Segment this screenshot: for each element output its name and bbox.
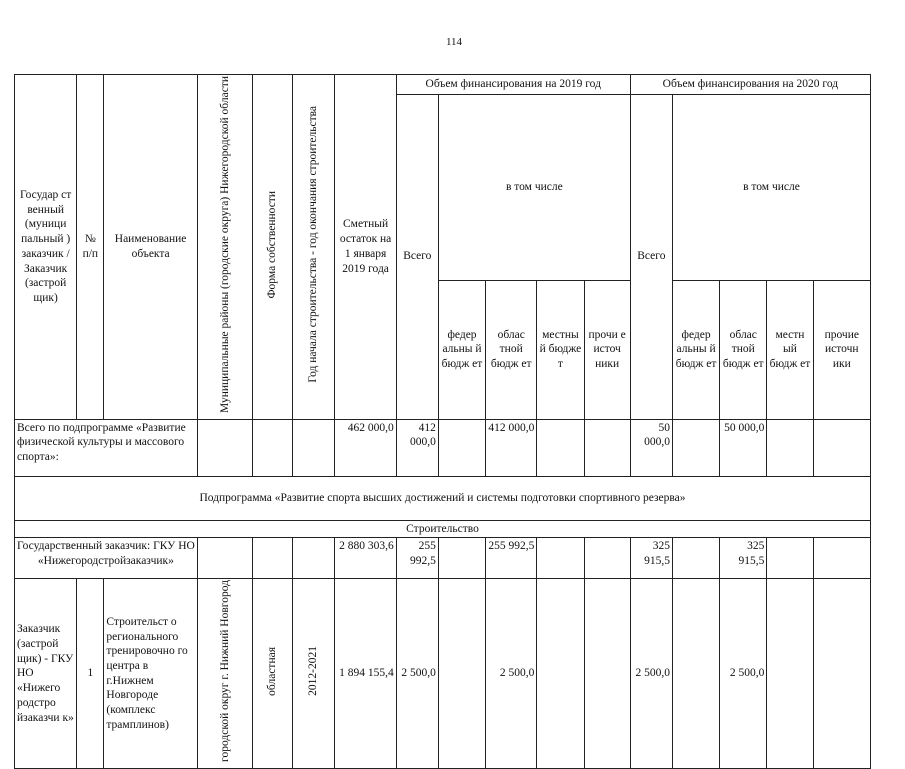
cell-empty <box>767 538 813 579</box>
state-customer-total-2019: 255 992,5 <box>396 538 438 579</box>
object-estimate: 1 894 155,4 <box>335 579 396 769</box>
header-including-2019: в том числе <box>438 95 630 281</box>
object-years-cell <box>293 579 335 769</box>
header-financing-2020: Объем финансирования на 2020 год <box>630 75 870 95</box>
header-local-2020: местн ый бюдж ет <box>767 280 813 419</box>
cell-empty <box>293 538 335 579</box>
header-customer: Государ ст венный (муници пальный ) заказчик / Заказчик (застрой щик) <box>15 75 77 420</box>
object-regional-2020: 2 500,0 <box>720 579 767 769</box>
state-customer-regional-2019: 255 992,5 <box>486 538 537 579</box>
subprogram-regional-2019: 412 000,0 <box>486 419 537 476</box>
header-financing-2019: Объем финансирования на 2019 год <box>396 75 630 95</box>
header-other-2019: прочи е источ ники <box>584 280 630 419</box>
header-total-2019: Всего <box>396 95 438 420</box>
subprogram-total-2019: 412 000,0 <box>396 419 438 476</box>
cell-empty <box>438 419 485 476</box>
subprogram-title: Подпрограмма «Развитие спорта высших достижений и системы подготовки спортивного резерва» <box>15 476 871 520</box>
object-municipal: городской округ г. Нижний Новгород <box>218 580 231 763</box>
object-ownership: областная <box>266 646 279 696</box>
table-row-object <box>15 579 871 769</box>
header-ownership: Форма собственности <box>266 190 279 299</box>
page-number: 114 <box>445 36 463 48</box>
table-row-subprogram-total <box>15 419 871 476</box>
object-customer: Заказчик (застрой щик) - ГКУ НО «Нижего родстро йзаказчи к» <box>15 579 77 769</box>
cell-empty <box>293 419 335 476</box>
subprogram-regional-2020: 50 000,0 <box>720 419 767 476</box>
table-row-construction <box>15 520 871 538</box>
cell-empty <box>197 419 252 476</box>
subprogram-total-2020: 50 000,0 <box>630 419 672 476</box>
financing-table <box>14 74 871 769</box>
state-customer-estimate: 2 880 303,6 <box>335 538 396 579</box>
object-total-2020: 2 500,0 <box>630 579 672 769</box>
table-row-state-customer <box>15 538 871 579</box>
header-municipal-cell <box>197 75 252 420</box>
header-row-top <box>15 75 871 95</box>
object-num: 1 <box>77 579 104 769</box>
cell-empty <box>767 579 813 769</box>
header-local-2019: местны й бюдже т <box>537 280 584 419</box>
cell-empty <box>537 538 584 579</box>
header-including-2020: в том числе <box>672 95 870 281</box>
object-name: Строительст о регионального тренировочно го центра в г.Нижнем Новгороде (комплекс трамплинов) <box>104 579 197 769</box>
subprogram-total-estimate: 462 000,0 <box>335 419 396 476</box>
object-municipal-cell <box>197 579 252 769</box>
cell-empty <box>537 579 584 769</box>
cell-empty <box>253 538 293 579</box>
header-other-2020: прочие источн ики <box>813 280 870 419</box>
state-customer-total-2020: 325 915,5 <box>630 538 672 579</box>
header-regional-2019: облас тной бюдж ет <box>486 280 537 419</box>
cell-empty <box>584 579 630 769</box>
header-estimate: Сметный остаток на 1 января 2019 года <box>335 75 396 420</box>
object-years: 2012-2021 <box>307 646 320 697</box>
object-ownership-cell <box>253 579 293 769</box>
state-customer-label: Государственный заказчик: ГКУ НО «Нижегородстройзаказчик» <box>15 538 198 579</box>
header-object-name: Наименование объекта <box>104 75 197 420</box>
header-years-cell <box>293 75 335 420</box>
cell-empty <box>584 538 630 579</box>
header-municipal: Муниципальные районы (городские округа) Нижегородской области <box>218 76 231 413</box>
cell-empty <box>438 579 485 769</box>
cell-empty <box>672 419 719 476</box>
cell-empty <box>537 419 584 476</box>
header-years: Год начала строительства - год окончания строительства <box>307 106 320 383</box>
construction-heading: Строительство <box>15 520 871 538</box>
object-total-2019: 2 500,0 <box>396 579 438 769</box>
cell-empty <box>584 419 630 476</box>
cell-empty <box>813 579 870 769</box>
cell-empty <box>672 538 719 579</box>
cell-empty <box>767 419 813 476</box>
cell-empty <box>197 538 252 579</box>
state-customer-regional-2020: 325 915,5 <box>720 538 767 579</box>
header-federal-2019: федер альны й бюдж ет <box>438 280 485 419</box>
cell-empty <box>672 579 719 769</box>
cell-empty <box>813 538 870 579</box>
header-total-2020: Всего <box>630 95 672 420</box>
object-regional-2019: 2 500,0 <box>486 579 537 769</box>
header-num: № п/п <box>77 75 104 420</box>
cell-empty <box>813 419 870 476</box>
header-regional-2020: облас тной бюдж ет <box>720 280 767 419</box>
header-federal-2020: федер альны й бюдж ет <box>672 280 719 419</box>
table-row-subprogram-title <box>15 476 871 520</box>
header-ownership-cell <box>253 75 293 420</box>
subprogram-total-label: Всего по подпрограмме «Развитие физической культуры и массового спорта»: <box>15 419 198 476</box>
cell-empty <box>438 538 485 579</box>
cell-empty <box>253 419 293 476</box>
